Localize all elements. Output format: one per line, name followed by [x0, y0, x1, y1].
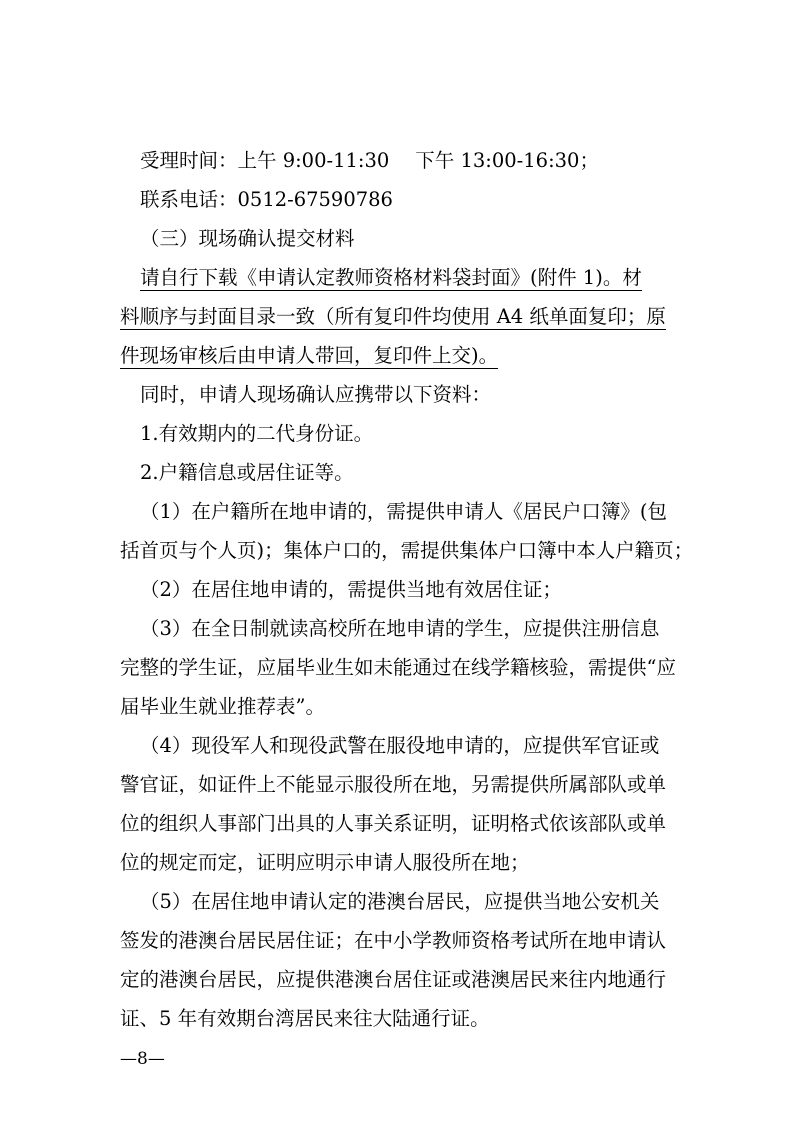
underlined-text: 件现场审核后由申请人带回，复印件上交)。 — [120, 344, 499, 367]
section-heading: （三）现场确认提交材料 — [140, 227, 355, 250]
sub-item-line: 证、5 年有效期台湾居民来往大陆通行证。 — [120, 1007, 490, 1030]
sub-item-line: （3）在全日制就读高校所在地申请的学生，应提供注册信息 — [140, 617, 660, 640]
sub-item-line: （2）在居住地申请的，需提供当地有效居住证； — [140, 578, 562, 601]
sub-item-line: （1）在户籍所在地申请的，需提供申请人《居民户口簿》(包 — [140, 500, 668, 523]
hours-morning: 受理时间：上午 9:00-11:30 — [140, 149, 390, 172]
underlined-text: 料顺序与封面目录一致（所有复印件均使用 A4 纸单面复印；原 — [120, 305, 666, 328]
hours-afternoon: 下午 13:00-16:30； — [415, 149, 599, 172]
list-item: 2.户籍信息或居住证等。 — [140, 461, 354, 484]
page-number: —8— — [120, 1049, 165, 1069]
sub-item-line: （4）现役军人和现役武警在服役地申请的，应提供军官证或 — [140, 734, 660, 757]
underlined-line-1 — [140, 265, 642, 291]
sub-item-line: 定的港澳台居民，应提供港澳台居住证或港澳居民来往内地通行 — [120, 968, 667, 991]
sub-item-line: 位的规定而定，证明应明示申请人服役所在地； — [120, 851, 530, 874]
sub-item-line: 位的组织人事部门出具的人事关系证明，证明格式依该部队或单 — [120, 812, 667, 835]
list-item: 1.有效期内的二代身份证。 — [140, 422, 374, 445]
underlined-text: 请自行下载《申请认定教师资格材料袋封面》(附件 1)。材 — [140, 266, 642, 289]
sub-item-line: 完整的学生证，应届毕业生如未能通过在线学籍核验，需提供“应 — [120, 656, 676, 679]
intro-paragraph: 同时，申请人现场确认应携带以下资料： — [140, 383, 492, 406]
hours-line — [140, 148, 599, 174]
sub-item-line: 括首页与个人页)；集体户口的，需提供集体户口簿中本人户籍页； — [120, 539, 694, 562]
phone-line: 联系电话：0512-67590786 — [140, 188, 393, 211]
underlined-line-2 — [120, 304, 666, 330]
underlined-line-3 — [120, 343, 498, 369]
sub-item-line: 届毕业生就业推荐表”。 — [120, 695, 325, 718]
sub-item-line: 签发的港澳台居民居住证；在中小学教师资格考试所在地申请认 — [120, 929, 667, 952]
sub-item-line: （5）在居住地申请认定的港澳台居民，应提供当地公安机关 — [140, 890, 660, 913]
sub-item-line: 警官证，如证件上不能显示服役所在地，另需提供所属部队或单 — [120, 773, 667, 796]
